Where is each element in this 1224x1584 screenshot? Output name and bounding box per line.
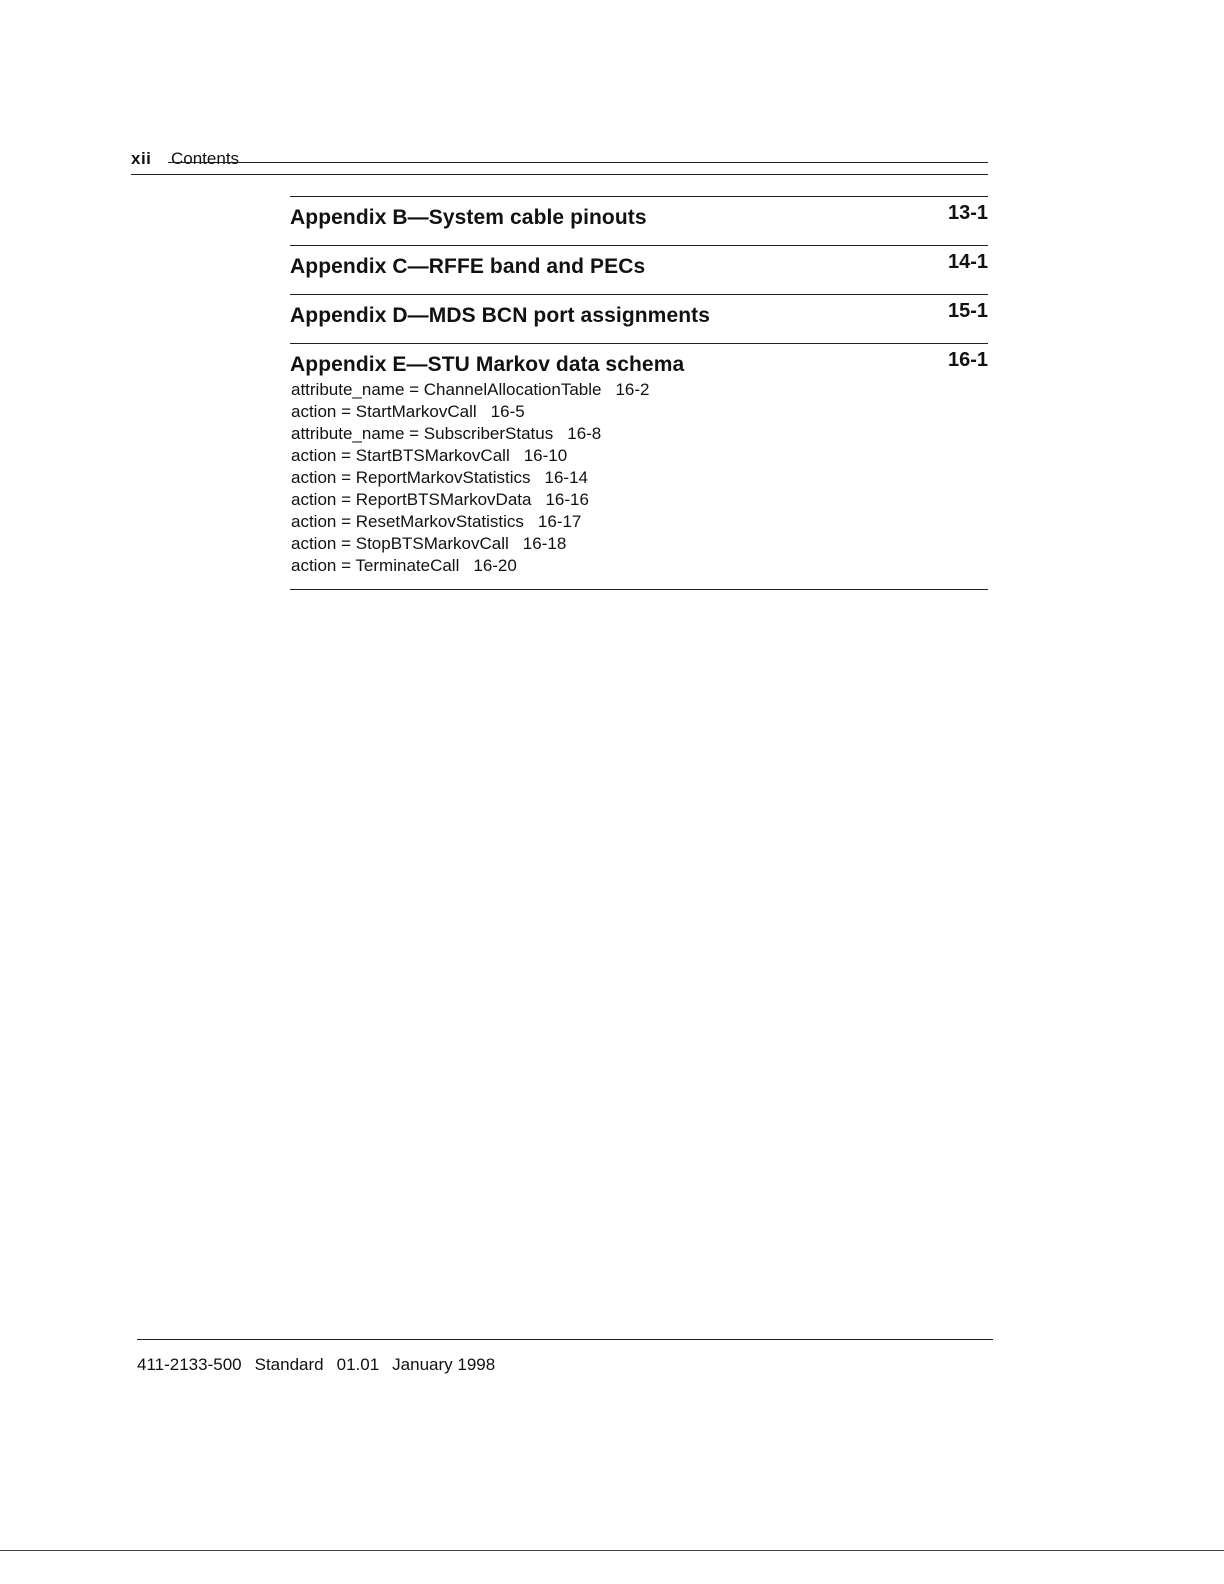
page-footer bbox=[137, 1339, 993, 1375]
toc-subentry[interactable] bbox=[291, 489, 988, 511]
toc-subentry-text: action = ReportMarkovStatistics bbox=[291, 468, 531, 487]
toc-subentry-text: action = StartBTSMarkovCall bbox=[291, 446, 510, 465]
toc-subentry-text: action = ResetMarkovStatistics bbox=[291, 512, 524, 531]
footer-publication-info bbox=[137, 1355, 993, 1375]
scan-edge-line bbox=[0, 1550, 1224, 1551]
toc-subentry[interactable] bbox=[291, 511, 988, 533]
toc-entry-appendix-e bbox=[290, 343, 988, 590]
toc-entry-appendix-d bbox=[290, 294, 988, 343]
toc-subentry-text: attribute_name = ChannelAllocationTable bbox=[291, 380, 602, 399]
toc-subentry-page: 16-16 bbox=[545, 490, 589, 509]
toc-entry-page[interactable]: 16-1 bbox=[947, 349, 988, 371]
toc-subentry-text: action = TerminateCall bbox=[291, 556, 460, 575]
toc-subentry[interactable] bbox=[291, 401, 988, 423]
toc-subentry[interactable] bbox=[291, 467, 988, 489]
running-title: Contents bbox=[171, 149, 240, 168]
footer-rule bbox=[137, 1339, 993, 1340]
toc-subentry-page: 16-20 bbox=[473, 556, 517, 575]
toc-subentry-page: 16-17 bbox=[537, 512, 582, 531]
toc-entry-appendix-b bbox=[290, 196, 988, 245]
toc-entry-title[interactable]: Appendix B—System cable pinouts bbox=[290, 206, 647, 229]
document-status: Standard bbox=[254, 1355, 324, 1374]
toc-subentry-page: 16-14 bbox=[544, 468, 588, 487]
toc-subentry[interactable] bbox=[291, 555, 988, 577]
toc-subentry[interactable] bbox=[291, 533, 988, 555]
toc-subentry[interactable] bbox=[291, 423, 988, 445]
toc-entry-title[interactable]: Appendix E—STU Markov data schema bbox=[290, 353, 685, 376]
toc-entry-title[interactable]: Appendix C—RFFE band and PECs bbox=[290, 255, 646, 278]
document-version: 01.01 bbox=[336, 1355, 380, 1374]
toc-subentry-page: 16-5 bbox=[490, 402, 525, 421]
toc-entry-page[interactable]: 14-1 bbox=[947, 251, 988, 273]
header-rule-bottom bbox=[131, 174, 988, 175]
toc-entry-page[interactable]: 15-1 bbox=[947, 300, 988, 322]
toc-subentry-text: attribute_name = SubscriberStatus bbox=[291, 424, 554, 443]
table-of-contents bbox=[290, 196, 988, 590]
toc-subentry-list bbox=[291, 379, 988, 577]
toc-subentry-page: 16-8 bbox=[567, 424, 602, 443]
toc-entry-appendix-c bbox=[290, 245, 988, 294]
toc-entry-title[interactable]: Appendix D—MDS BCN port assignments bbox=[290, 304, 711, 327]
toc-entry-page[interactable]: 13-1 bbox=[947, 202, 988, 224]
toc-subentry[interactable] bbox=[291, 445, 988, 467]
page-header bbox=[131, 147, 988, 177]
document-number: 411-2133-500 bbox=[137, 1355, 242, 1374]
toc-subentry-text: action = StopBTSMarkovCall bbox=[291, 534, 509, 553]
page-number: xii bbox=[131, 149, 152, 168]
publication-date: January 1998 bbox=[392, 1355, 496, 1374]
toc-subentry-page: 16-18 bbox=[522, 534, 567, 553]
header-rule bbox=[168, 162, 988, 163]
toc-subentry-page: 16-2 bbox=[615, 380, 650, 399]
toc-subentry[interactable] bbox=[291, 379, 988, 401]
toc-subentry-text: action = StartMarkovCall bbox=[291, 402, 477, 421]
toc-subentry-text: action = ReportBTSMarkovData bbox=[291, 490, 532, 509]
toc-subentry-page: 16-10 bbox=[523, 446, 568, 465]
